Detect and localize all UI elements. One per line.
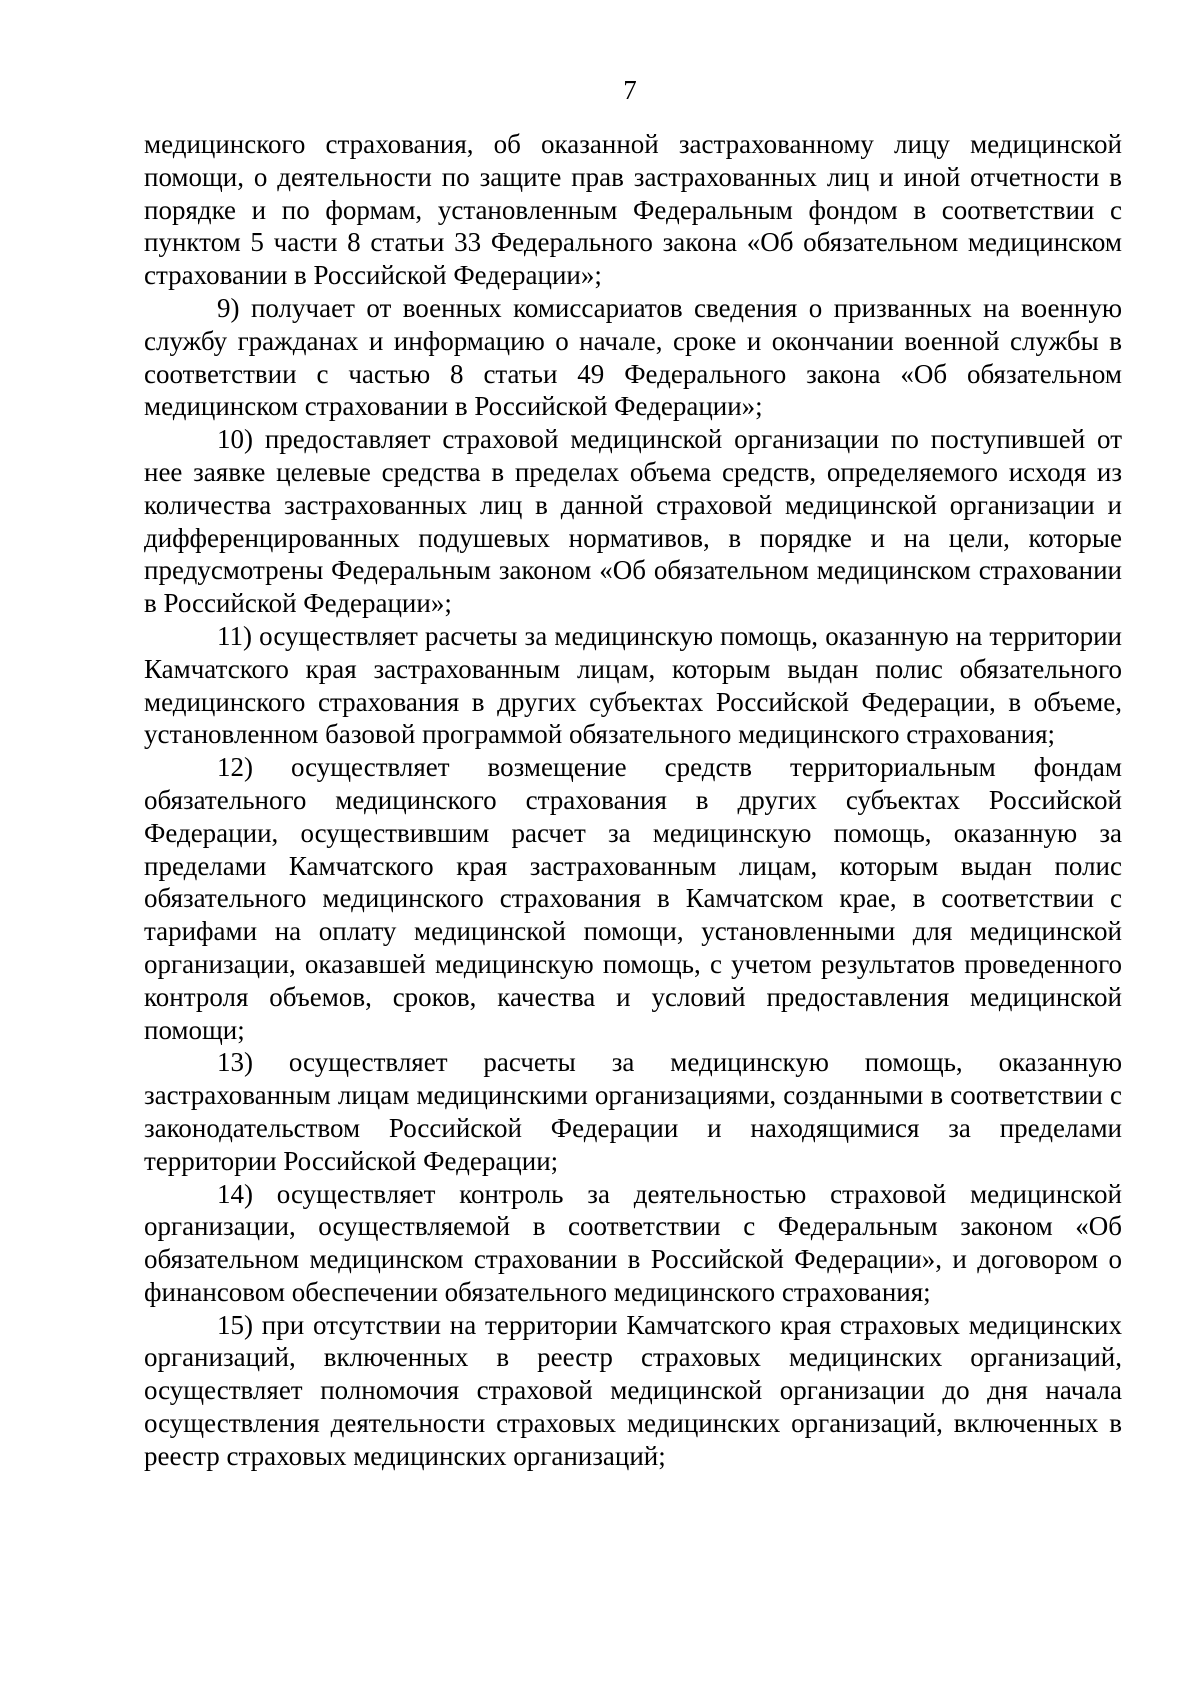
page-number: 7: [623, 75, 637, 105]
list-item-9: 9) получает от военных комиссариатов сведения о призванных на военную службу гражданах и информацию о начале, сроке и окончании военной службы в соответствии с частью 8 статьи 49 Федерального закона «Об обязательном медицинском страховании в Российской Федерации»;: [144, 292, 1122, 422]
list-item-12: 12) осуществляет возмещение средств территориальным фондам обязательного медицинского страхования в других субъектах Российской Федерации, осуществившим расчет за медицинскую помощь, оказанную за пределами Камчатского края застрахованным лицам, которым выдан полис обязательного медицинского страхования в Камчатском крае, в соответствии с тарифами на оплату медицинской помощи, установленными для медицинской организации, оказавшей медицинскую помощь, с учетом результатов проведенного контроля объемов, сроков, качества и условий предоставления медицинской помощи;: [144, 752, 1122, 1045]
list-item-11: 11) осуществляет расчеты за медицинскую помощь, оказанную на территории Камчатского края застрахованным лицам, которым выдан полис обязательного медицинского страхования в других субъектах Российской Федерации, в объеме, установленном базовой программой обязательного медицинского страхования;: [144, 620, 1122, 750]
document-body: [144, 128, 1122, 1473]
list-item-10: 10) предоставляет страховой медицинской организации по поступившей от нее заявке целевые средства в пределах объема средств, определяемого исходя из количества застрахованных лиц в данной страховой медицинской организации и дифференцированных подушевых нормативов, в порядке и на цели, которые предусмотрены Федеральным законом «Об обязательном медицинском страховании в Российской Федерации»;: [144, 424, 1122, 619]
list-item-14: 14) осуществляет контроль за деятельностью страховой медицинской организации, осуществляемой в соответствии с Федеральным законом «Об обязательном медицинском страховании в Российской Федерации», и договором о финансовом обеспечении обязательного медицинского страхования;: [144, 1178, 1122, 1307]
paragraph-continuation: медицинского страхования, об оказанной застрахованному лицу медицинской помощи, о деятельности по защите прав застрахованных лиц и иной отчетности в порядке и по формам, установленным Федеральным фондом в соответствии с пунктом 5 части 8 статьи 33 Федерального закона «Об обязательном медицинском страховании в Российской Федерации»;: [144, 129, 1122, 291]
list-item-15: 15) при отсутствии на территории Камчатского края страховых медицинских организаций, включенных в реестр страховых медицинских организаций, осуществляет полномочия страховой медицинской организации до дня начала осуществления деятельности страховых медицинских организаций, включенных в реестр страховых медицинских организаций;: [144, 1309, 1122, 1471]
list-item-13: 13) осуществляет расчеты за медицинскую помощь, оказанную застрахованным лицам медицинскими организациями, созданными в соответствии с законодательством Российской Федерации и находящимися за пределами территории Российской Федерации;: [144, 1047, 1122, 1176]
